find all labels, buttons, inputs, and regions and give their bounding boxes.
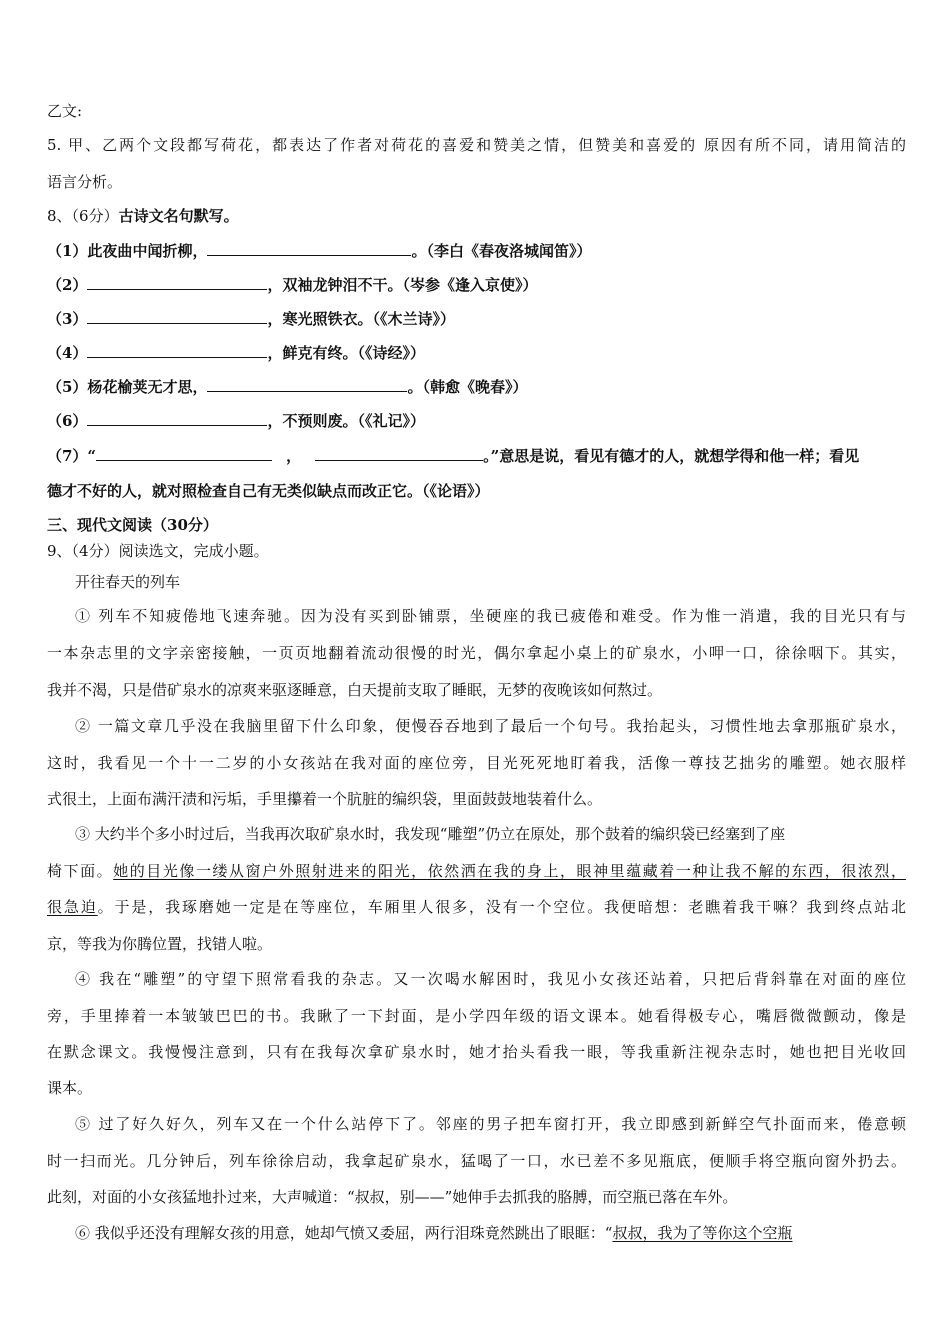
item-suffix: ，鲜克有终。（《诗经》） [267, 344, 425, 362]
question-8-item-6 [47, 410, 906, 431]
question-8-title: 古诗文名句默写。 [118, 207, 239, 225]
article-title: 开往春天的列车 [75, 573, 181, 591]
question-9-text: （4分）阅读选文，完成小题。 [71, 542, 269, 560]
paragraph-4-line-1: ④ 我在“雕塑”的守望下照常看我的杂志。又一次喝水解困时，我见小女孩还站着，只把后背斜靠在对面的座位 [75, 970, 906, 988]
underlined-quote: 叔叔，我为了等你这个空瓶 [612, 1224, 793, 1242]
item-suffix: 。”意思是说，看见有德才的人，就想学得和他一样；看见 [483, 447, 860, 465]
paragraph-2-line-3: 式很土，上面布满汗渍和污垢，手里攥着一个肮脏的编织袋，里面鼓鼓地装着什么。 [47, 790, 603, 808]
paragraph-4-line-4: 课本。 [47, 1079, 93, 1097]
intro-yi-label: 乙文: [47, 102, 83, 120]
item-suffix: 。（李白《春夜洛城闻笛》） [411, 242, 592, 260]
question-8-item-2 [47, 274, 906, 295]
question-8-item-3 [47, 308, 906, 329]
item-suffix: ，不预则废。（《礼记》） [267, 412, 425, 430]
paragraph-6-line-1 [75, 1223, 906, 1243]
question-8-item-7-line-2: 德才不好的人，就对照检查自己有无类似缺点而改正它。（《论语》） [47, 482, 490, 500]
answer-blank[interactable] [207, 240, 411, 256]
item-prefix: （3） [47, 310, 88, 328]
question-8-number: 8、 [47, 207, 72, 225]
question-8-score: （6分） [71, 207, 119, 225]
item-suffix: ，双袖龙钟泪不干。（岑参《逢入京使》） [267, 276, 538, 294]
sentence-plain: 。于是，我琢磨她一定是在等座位，车厢里人很多，没有一个空位。我便暗想：老瞧着我干嘛？我到终点站北 [97, 898, 906, 916]
paragraph-5-line-1: ⑤ 过了好久好久，列车又在一个什么站停下了。邻座的男子把车窗打开，我立即感到新鲜空气扑面而来，倦意顿 [75, 1115, 906, 1133]
answer-blank-2[interactable] [315, 445, 483, 461]
item-prefix: （1）此夜曲中闻折柳， [47, 242, 208, 260]
answer-blank[interactable] [87, 410, 267, 426]
answer-blank[interactable] [207, 376, 407, 392]
paragraph-1-line-2: 一本杂志里的文字亲密接触，一页页地翻着流动很慢的时光，偶尔拿起小桌上的矿泉水，小呷一口，徐徐咽下。其实， [47, 644, 906, 662]
section-3-title: 三、现代文阅读（30分） [47, 516, 218, 534]
item-prefix: （5）杨花榆荚无才思， [47, 378, 208, 396]
paragraph-3-line-2 [47, 861, 906, 881]
question-8-item-7-line-1 [47, 445, 906, 466]
item-prefix: （6） [47, 412, 88, 430]
answer-blank[interactable] [87, 342, 267, 358]
item-prefix: （7）“ [47, 447, 97, 465]
paragraph-4-line-3: 在默念课文。我慢慢注意到，只有在我每次拿矿泉水时，她才抬头看我一眼，等我重新注视杂志时，她也把目光收回 [47, 1043, 906, 1061]
answer-blank-1[interactable] [96, 445, 272, 461]
item-prefix: （4） [47, 344, 88, 362]
item-suffix: ，寒光照铁衣。（《木兰诗》） [267, 310, 455, 328]
question-8-item-1 [47, 240, 906, 261]
paragraph-4-line-2: 旁，手里捧着一本皱皱巴巴的书。我瞅了一下封面，是小学四年级的语文课本。她看得极专心，嘴唇微微颤动，像是 [47, 1007, 906, 1025]
paragraph-2-line-1: ② 一篇文章几乎没在我脑里留下什么印象，便慢吞吞地到了最后一个句号。我抬起头，习惯性地去拿那瓶矿泉水， [75, 717, 906, 735]
sentence-plain: 椅下面。 [47, 862, 114, 880]
paragraph-3-line-4: 京，等我为你腾位置，找错人啦。 [47, 935, 273, 953]
paragraph-3-line-3 [47, 897, 906, 917]
paragraph-3-line-1: ③ 大约半个多小时过后，当我再次取矿泉水时，我发现“雕塑”仍立在原处，那个鼓着的编织袋已经塞到了座 [75, 825, 786, 843]
question-5-line-1: 5. 甲、乙两个文段都写荷花，都表达了作者对荷花的喜爱和赞美之情，但赞美和喜爱的 原因有所不同，请用简洁的 [47, 136, 906, 154]
question-5-line-2: 语言分析。 [47, 173, 123, 191]
paragraph-5-line-3: 此刻，对面的小女孩猛地扑过来，大声喊道：“叔叔，别——”她伸手去抓我的胳膊，而空瓶已落在车外。 [47, 1188, 738, 1206]
question-8-item-4 [47, 342, 906, 363]
question-9-number: 9、 [47, 542, 72, 560]
question-8-heading [47, 206, 906, 226]
sentence-plain: ⑥ 我似乎还没有理解女孩的用意，她却气愤又委屈，两行泪珠竟然跳出了眼眶：“ [75, 1224, 613, 1242]
item-separator: ， [286, 447, 302, 465]
question-9-heading [47, 541, 906, 561]
underlined-sentence-end: 很急迫 [47, 898, 98, 916]
paragraph-2-line-2: 这时，我看见一个十一二岁的小女孩站在我对面的座位旁，目光死死地盯着我，活像一尊技艺拙劣的雕塑。她衣服样 [47, 754, 906, 772]
paragraph-5-line-2: 时一扫而光。几分钟后，列车徐徐启动，我拿起矿泉水，猛喝了一口，水已差不多见瓶底，便顺手将空瓶向窗外扔去。 [47, 1152, 906, 1170]
item-prefix: （2） [47, 276, 88, 294]
answer-blank[interactable] [87, 274, 267, 290]
question-8-item-5 [47, 376, 906, 397]
underlined-sentence: 她的目光像一缕从窗户外照射进来的阳光，依然洒在我的身上，眼神里蕴藏着一种让我不解的东西，很浓烈， [113, 862, 906, 880]
answer-blank[interactable] [87, 308, 267, 324]
paragraph-1-line-1: ① 列车不知疲倦地飞速奔驰。因为没有买到卧铺票，坐硬座的我已疲倦和难受。作为惟一消遣，我的目光只有与 [75, 607, 906, 625]
item-suffix: 。（韩愈《晚春》） [407, 378, 528, 396]
paragraph-1-line-3: 我并不渴，只是借矿泉水的凉爽来驱逐睡意，白天提前支取了睡眠，无梦的夜晚该如何熬过。 [47, 681, 663, 699]
